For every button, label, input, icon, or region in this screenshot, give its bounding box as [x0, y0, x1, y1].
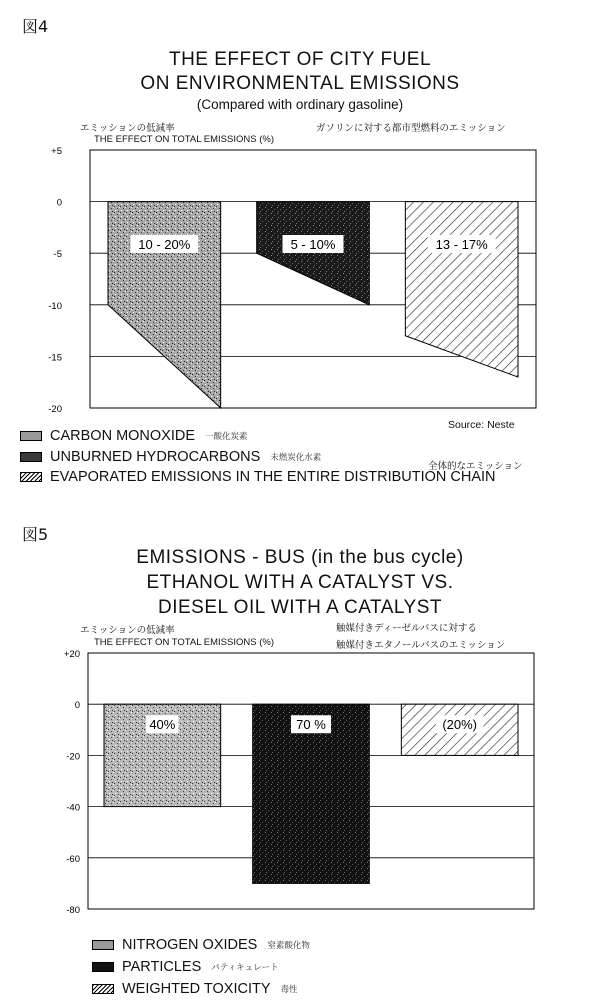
y-tick-label: +5	[51, 146, 62, 157]
data-label: (20%)	[442, 717, 478, 733]
data-label: 13 - 17%	[435, 237, 488, 253]
y-tick-label: 0	[56, 197, 62, 209]
figure5-title-line2: ETHANOL WITH A CATALYST VS.	[146, 572, 454, 593]
figure5-title-line3: DIESEL OIL WITH A CATALYST	[158, 597, 442, 618]
legend-label-jp: 未燃炭化水素	[270, 452, 322, 462]
figure4-legend-evaporated-emissions	[20, 469, 496, 485]
legend-label: UNBURNED HYDROCARBONS	[50, 449, 261, 465]
y-tick-label: -20	[66, 751, 80, 763]
legend-label-jp: 窒素酸化物	[267, 940, 310, 950]
figure4-source: Source: Neste	[448, 419, 515, 431]
figure4-subtitle: (Compared with ordinary gasoline)	[196, 97, 404, 112]
figure4-label: 図4	[22, 17, 49, 36]
y-tick-label: -15	[48, 352, 62, 364]
data-label: 5 - 10%	[290, 237, 336, 253]
figure5-ylabel: THE EFFECT ON TOTAL EMISSIONS (%)	[94, 637, 274, 648]
legend-swatch-dark	[20, 452, 42, 462]
figure5-legend-weighted-toxicity	[92, 981, 298, 997]
legend-label-jp: 一酸化炭素	[205, 431, 248, 441]
y-tick-label: -80	[66, 905, 80, 916]
figure4-title-line2: ON ENVIRONMENTAL EMISSIONS	[140, 73, 460, 94]
figure5-note-jp-line2: 触媒付きエタノールバスのエミッション	[336, 640, 506, 651]
y-tick-label: -10	[48, 300, 62, 312]
data-label: 70 %	[296, 717, 326, 733]
figure4-title-line1: THE EFFECT OF CITY FUEL	[168, 49, 432, 70]
y-tick-label: -20	[48, 404, 62, 415]
figure5-title-line1: EMISSIONS - BUS (in the bus cycle)	[136, 547, 464, 568]
figure4-legend-carbon-monoxide	[20, 428, 248, 444]
figure4-ylabel: THE EFFECT ON TOTAL EMISSIONS (%)	[94, 134, 274, 145]
legend-label: CARBON MONOXIDE	[50, 428, 196, 444]
figure4-ylabel-jp: エミッションの低減率	[80, 123, 175, 134]
legend-swatch-dark	[92, 962, 114, 972]
legend-swatch-hatch	[20, 472, 42, 482]
figure5-legend-nitrogen-oxides	[92, 937, 310, 953]
legend-label: WEIGHTED TOXICITY	[122, 981, 271, 997]
legend-label: EVAPORATED EMISSIONS IN THE ENTIRE DISTRIBUTION CHAIN	[50, 469, 496, 485]
y-tick-label: -40	[66, 802, 80, 814]
legend-swatch-light	[20, 431, 42, 441]
y-tick-label: -60	[66, 853, 80, 865]
figure4-chart	[0, 140, 600, 430]
data-label: 40%	[149, 717, 176, 733]
y-tick-label: +20	[63, 649, 80, 660]
legend-label-jp: 毒性	[280, 984, 298, 994]
figure5-legend-particles	[92, 959, 279, 975]
figure5-ylabel-jp: エミッションの低減率	[80, 625, 175, 636]
figure5-label: 図5	[22, 525, 49, 544]
figure4-legend-unburned-hydrocarbons	[20, 449, 321, 465]
legend-swatch-light	[92, 940, 114, 950]
y-tick-label: 0	[74, 700, 80, 712]
figure4-legend-jp-evaporated: 全体的なエミッション	[428, 461, 523, 472]
legend-label: PARTICLES	[122, 959, 202, 975]
data-label: 10 - 20%	[138, 237, 191, 253]
figure5-note-jp-line1: 触媒付きディーゼルバスに対する	[336, 623, 477, 634]
y-tick-label: -5	[53, 249, 62, 261]
legend-label-jp: パティキュレート	[211, 962, 279, 972]
legend-label: NITROGEN OXIDES	[122, 937, 258, 953]
legend-swatch-hatch	[92, 984, 114, 994]
figure5-chart	[0, 645, 600, 920]
figure4-note-jp: ガソリンに対する都市型燃料のエミッション	[316, 123, 506, 134]
